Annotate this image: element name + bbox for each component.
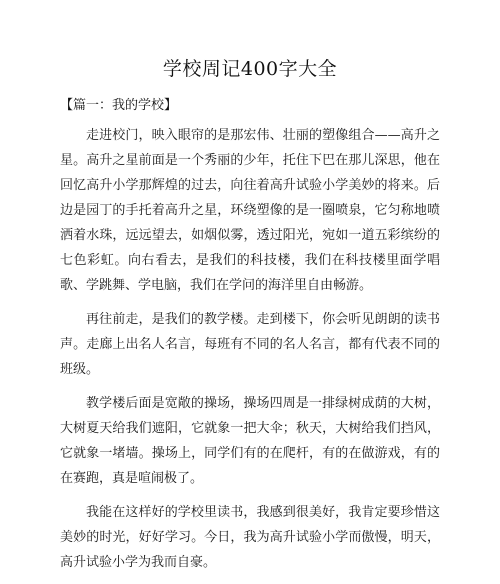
paragraph-1: 走进校门，映入眼帘的是那宏伟、壮丽的塑像组合——高升之星。高升之星前面是一个秀丽的少年，托住下巴在那儿深思，他在回忆高升小学那辉煌的过去，向往着高升试验小学美妙的将来。后边是园丁的手托着高升之星，环绕塑像的是一圈喷泉，它匀称地喷洒着水珠，远远望去，如烟似雾，透过阳光，宛如一道五彩缤纷的七色彩虹。向右看去，是我们的科技楼，我们在科技楼里面学唱歌、学跳舞、学电脑，我们在学问的海洋里自由畅游。 [60, 128, 440, 293]
document-title: 学校周记400字大全 [162, 58, 338, 80]
paragraph-2: 再往前走，是我们的教学楼。走到楼下，你会听见朗朗的读书声。走廊上出名人名言，每班有不同的名人名言，都有代表不同的班级。 [60, 312, 440, 377]
paragraph-3: 教学楼后面是宽敞的操场，操场四周是一排绿树成荫的大树，大树夏天给我们遮阳，它就象一把大伞；秋天，大树给我们挡风，它就象一堵墙。操场上，同学们有的在爬杆，有的在做游戏，有的在赛跑，真是喧闹极了。 [60, 396, 440, 486]
body-text [60, 123, 440, 584]
section-heading: 【篇一：我的学校】 [60, 98, 178, 113]
paragraph-4: 我能在这样好的学校里读书，我感到很美好，我肯定要珍惜这美妙的时光，好好学习。今日，我为高升试验小学而傲慢，明天，高升试验小学为我而自豪。 [60, 505, 440, 570]
